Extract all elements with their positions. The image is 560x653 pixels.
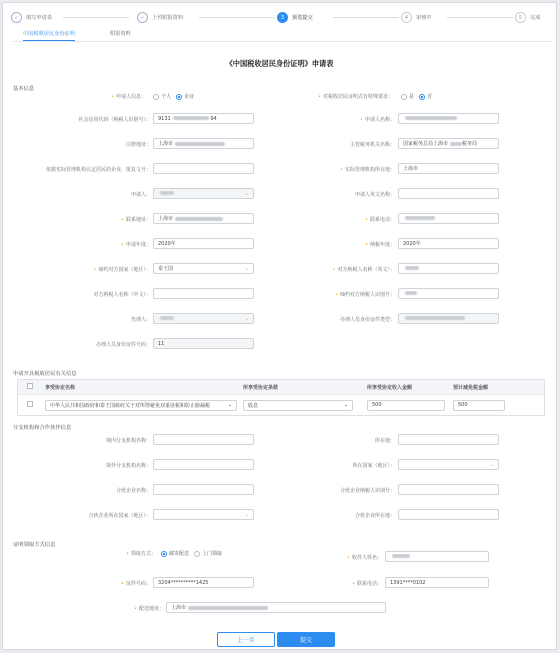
step-done [515, 12, 540, 23]
applicant-en-label: 申请人英文名称： [354, 192, 395, 198]
receive-method-label: • 领取方式： [126, 551, 156, 557]
radio-individual[interactable] [153, 94, 159, 100]
handler-id-type-label: 办理人员身份证件类型： [339, 317, 395, 323]
receive-phone-label: • 联系电话： [352, 581, 382, 587]
domestic-name-label: 境内分支机构名称： [105, 438, 151, 444]
agreement-table [17, 379, 545, 416]
agreement-clause-select[interactable]: 股息 ⌄ [243, 400, 353, 411]
apply-year-field[interactable]: 2020年 [153, 238, 254, 249]
actual-mgmt-label: 依据实际管理机构认定居民的企业，批复文号： [45, 167, 151, 173]
partner-country-select[interactable] [153, 509, 254, 520]
partner-name-label: 合伙企业名称： [115, 488, 151, 494]
page-frame [2, 2, 557, 650]
row-select-cell [18, 401, 42, 409]
step-preview [277, 12, 313, 23]
progress-steps [11, 12, 549, 26]
table-row [18, 395, 544, 415]
domestic-name-field[interactable] [153, 434, 254, 445]
agreement-clause-cell [240, 400, 364, 411]
country-select[interactable]: 泰王国 ⌄ [153, 263, 254, 274]
step-review [401, 12, 432, 23]
step-number-icon: 5 [515, 12, 526, 23]
actual-mgmt-field[interactable] [153, 163, 254, 174]
section-apply-info: 申请开具税收居民有关信息 [13, 371, 77, 377]
credit-code-label: 社会信用代码（纳税人识别号）： [78, 117, 151, 123]
applicant-name-field[interactable] [398, 113, 499, 124]
table-header: 所享受协定收入金额 [367, 384, 413, 391]
section-branch-info: 分支机构和合作伙伴信息 [13, 425, 72, 431]
radio-mail[interactable] [161, 551, 167, 557]
other-name-en-field[interactable] [398, 263, 499, 274]
handler-id-label: 办理人员身份证件号码： [95, 342, 151, 348]
phone-field[interactable] [398, 213, 499, 224]
apply-year-label: • 申请年度： [121, 242, 151, 248]
select-all-cell [18, 383, 42, 391]
other-id-field[interactable] [398, 288, 499, 299]
special-req-radio-group: 是 否 [396, 93, 432, 100]
cert-field[interactable]: 3204**********1425 [153, 577, 254, 588]
partner-name-field[interactable] [153, 484, 254, 495]
agreement-name-select[interactable]: 中华人民共和国政府和泰王国政府关于对所得避免双重征税和防止偷漏税 ⌄ [45, 400, 237, 411]
reg-addr-label: 注册地址： [125, 142, 151, 148]
step-label: 完成 [530, 15, 541, 21]
tab-attachments[interactable]: 附报资料 [110, 31, 131, 37]
step-connector [447, 17, 513, 18]
check-icon: ✓ [137, 12, 148, 23]
applicant-en-field[interactable] [398, 188, 499, 199]
page-title: 《中国税收居民身份证明》申请表 [225, 59, 334, 68]
radio-yes[interactable] [401, 94, 407, 100]
handler-id-field[interactable]: 11 [153, 338, 254, 349]
foreign-name-label: 境外分支机构名称： [105, 463, 151, 469]
contact-addr-field[interactable]: 上海市 [153, 213, 254, 224]
tab-bar [13, 30, 551, 42]
receiver-field[interactable] [385, 551, 489, 562]
partner-id-label: 合伙企业纳税人识别号： [339, 488, 395, 494]
receiver-label: • 收件人姓名： [347, 555, 382, 561]
select-all-checkbox[interactable] [27, 383, 33, 389]
foreign-name-field[interactable] [153, 459, 254, 470]
step-upload [137, 12, 183, 23]
chevron-down-icon: ⌄ [489, 461, 494, 468]
radio-no[interactable] [419, 94, 425, 100]
applicant-name-label: • 申请人名称： [360, 117, 395, 123]
addr-label: • 配送地址： [134, 606, 164, 612]
step-fill-form [11, 12, 52, 23]
radio-pickup[interactable] [194, 551, 200, 557]
chevron-down-icon: ⌄ [244, 190, 249, 197]
step-number-icon: 3 [277, 12, 288, 23]
actual-mgmt-loc-field[interactable]: 上海市 [398, 163, 499, 174]
other-name-en-label: • 对方纳税人名称（英文）： [332, 267, 395, 273]
table-header-row [18, 380, 544, 395]
step-connector [199, 17, 275, 18]
reduction-amount-field[interactable]: 500 [453, 400, 505, 411]
cert-label: • 证件号码： [121, 581, 151, 587]
submit-button[interactable]: 提交 [277, 632, 335, 647]
applicant-type-radio-group: 个人 企业 [148, 93, 194, 100]
section-basic-info: 基本信息 [13, 86, 35, 92]
location-field[interactable] [398, 434, 499, 445]
table-header: 享受协定名称 [45, 384, 76, 391]
income-amount-field[interactable]: 500 [367, 400, 445, 411]
radio-enterprise[interactable] [176, 94, 182, 100]
partner-loc-field[interactable] [398, 509, 499, 520]
chevron-down-icon: ⌄ [244, 315, 249, 322]
tax-year-label: • 纳税年度： [365, 242, 395, 248]
row-checkbox[interactable] [27, 401, 33, 407]
agent-select[interactable] [153, 313, 254, 324]
table-header: 预计减免税金额 [453, 384, 489, 391]
other-name-cn-field[interactable] [153, 288, 254, 299]
credit-code-field[interactable]: 9131 94 [153, 113, 254, 124]
step-label: 预览提交 [292, 15, 313, 21]
partner-id-field[interactable] [398, 484, 499, 495]
agreement-name-cell [42, 400, 240, 411]
country-label: • 缔约对方国家（地区）： [93, 267, 151, 273]
location-label: 所在地： [374, 438, 395, 444]
applicant-label: 申请人： [130, 192, 151, 198]
other-name-cn-label: 对方纳税人名称（中文）： [93, 292, 151, 298]
prev-step-button[interactable]: 上一步 [217, 632, 275, 647]
other-id-label: • 缔约对方纳税人识别号： [335, 292, 395, 298]
special-req-label: • 对税收居民证明式有特殊要求： [318, 94, 393, 100]
branch-country-label: 所在国家（地区）： [352, 463, 395, 469]
tax-org-field[interactable]: 国家税务总局上海市 税务局 [398, 138, 499, 149]
branch-country-select[interactable] [398, 459, 499, 470]
step-label: 审核中 [416, 15, 432, 21]
applicant-select[interactable] [153, 188, 254, 199]
income-amount-cell [364, 400, 450, 411]
partner-loc-label: 合伙企业所在地： [354, 513, 395, 519]
tax-year-field[interactable]: 2020年 [398, 238, 499, 249]
chevron-down-icon: ⌄ [343, 402, 348, 408]
step-label: 上传附报资料 [152, 15, 184, 21]
addr-field[interactable]: 上海市 [166, 602, 386, 613]
step-connector [63, 17, 129, 18]
step-label: 填写申请表 [26, 15, 52, 21]
partner-country-label: 合伙企业所在国家（地区）： [88, 513, 151, 519]
tab-residency-cert[interactable]: 中国税收居民身份证明 [23, 30, 75, 41]
check-icon: ✓ [11, 12, 22, 23]
handler-id-type-select[interactable] [398, 313, 499, 324]
step-connector [333, 17, 399, 18]
actual-mgmt-loc-label: • 实际管理机构所在地： [340, 167, 395, 173]
receive-method-radio-group: 邮寄配送 上门领取 [156, 550, 222, 557]
applicant-type-label: • 申请人信息： [111, 94, 146, 100]
phone-label: • 联系电话： [365, 217, 395, 223]
tax-org-label: 主管税务机关名称： [349, 142, 395, 148]
chevron-down-icon: ⌄ [227, 402, 232, 408]
chevron-down-icon: ⌄ [244, 265, 249, 272]
chevron-down-icon: ⌄ [244, 511, 249, 518]
reduction-amount-cell [450, 400, 544, 411]
agent-label: 代理人： [130, 317, 151, 323]
section-receive-info: 证明领取方式信息 [13, 542, 56, 548]
receive-phone-field[interactable]: 1391****0102 [385, 577, 489, 588]
reg-addr-field[interactable]: 上海市 [153, 138, 254, 149]
step-number-icon: 4 [401, 12, 412, 23]
contact-addr-label: • 联系地址： [121, 217, 151, 223]
table-header: 所享受协定条款 [243, 384, 279, 391]
